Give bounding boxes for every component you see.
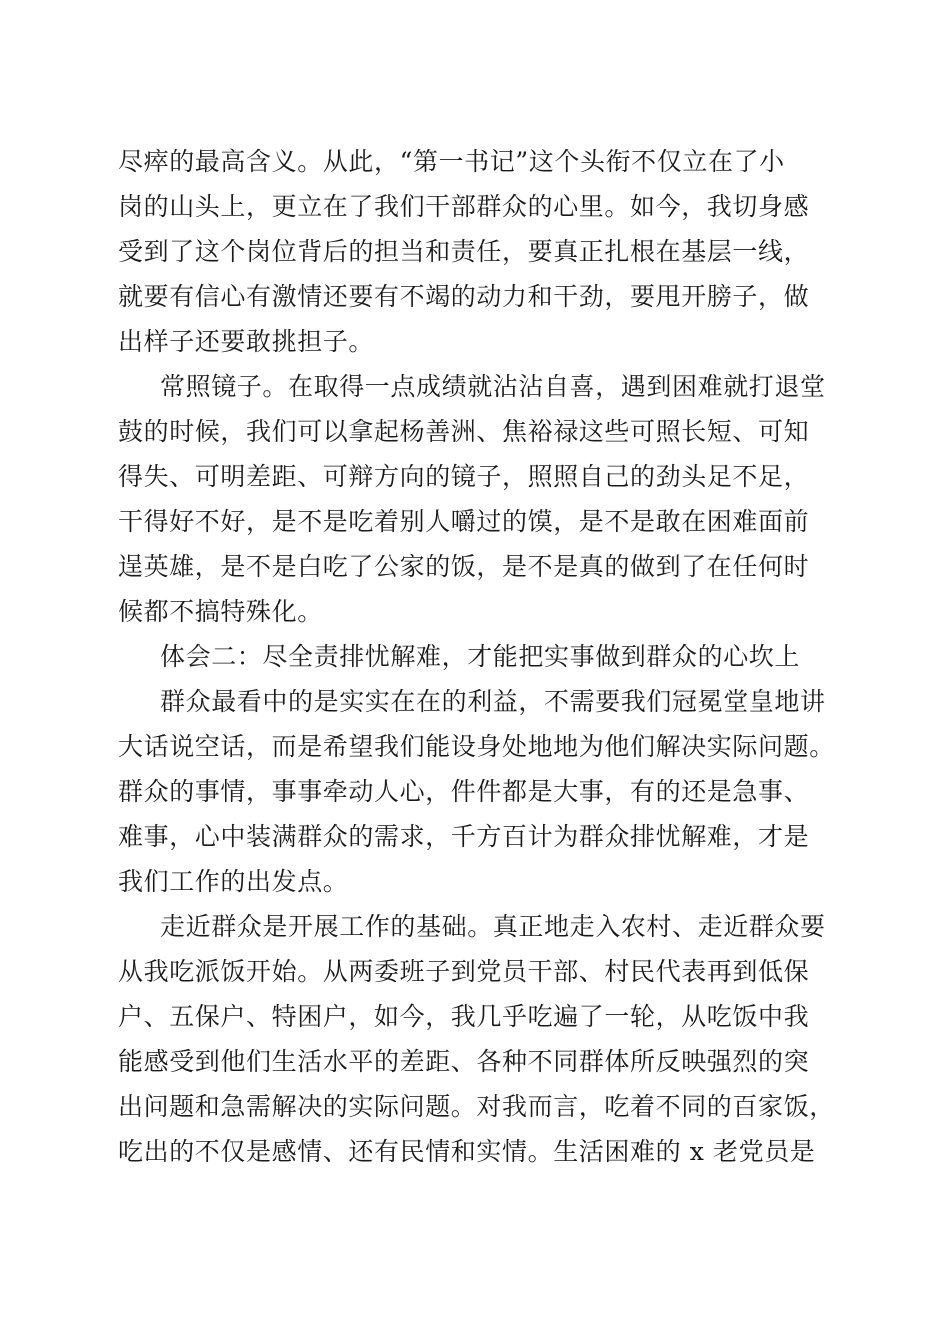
text-line: 能感受到他们生活水平的差距、各种不同群体所反映强烈的突: [118, 1047, 810, 1076]
text-line: 得失、可明差距、可辩方向的镜子，照照自己的劲头足不足，: [118, 462, 810, 491]
text-line: 干得好不好，是不是吃着别人嚼过的馍，是不是敢在困难面前: [118, 507, 810, 536]
text-line: 鼓的时候，我们可以拿起杨善洲、焦裕禄这些可照长短、可知: [118, 417, 810, 446]
text-line: 户、五保户、特困户，如今，我几乎吃遍了一轮，从吃饭中我: [118, 1002, 810, 1031]
text-line: 难事，心中装满群众的需求，千方百计为群众排忧解难，才是: [118, 822, 810, 851]
text-line: 出样子还要敢挑担子。: [118, 327, 375, 356]
text-line: 群众的事情，事事牵动人心，件件都是大事，有的还是急事、: [118, 777, 810, 806]
text-line: 候都不搞特殊化。: [118, 597, 323, 626]
text-line: 我们工作的出发点。: [118, 867, 349, 896]
paragraph-first-line: 群众最看中的是实实在在的利益，不需要我们冠冕堂皇地讲: [160, 687, 826, 716]
text-line: 大话说空话，而是希望我们能设身处地地为他们解决实际问题。: [118, 732, 835, 761]
text-line: 逞英雄，是不是白吃了公家的饭，是不是真的做到了在任何时: [118, 552, 810, 581]
paragraph-first-line: 走近群众是开展工作的基础。真正地走入农村、走近群众要: [160, 912, 826, 941]
text-line: 吃出的不仅是感情、还有民情和实情。生活困难的 x 老党员是: [118, 1137, 816, 1166]
text-line: 尽瘁的最高含义。从此，“第一书记”这个头衔不仅立在了小: [118, 147, 785, 176]
text-line: 出问题和急需解决的实际问题。对我而言，吃着不同的百家饭，: [118, 1092, 835, 1121]
text-line: 受到了这个岗位背后的担当和责任，要真正扎根在基层一线，: [118, 237, 810, 266]
text-line: 就要有信心有激情还要有不竭的动力和干劲，要甩开膀子，做: [118, 282, 810, 311]
text-line: 岗的山头上，更立在了我们干部群众的心里。如今，我切身感: [118, 192, 810, 221]
section-heading: 体会二：尽全责排忧解难，才能把实事做到群众的心坎上: [160, 642, 801, 671]
text-line: 从我吃派饭开始。从两委班子到党员干部、村民代表再到低保: [118, 957, 810, 986]
paragraph-first-line: 常照镜子。在取得一点成绩就沾沾自喜，遇到困难就打退堂: [160, 372, 826, 401]
